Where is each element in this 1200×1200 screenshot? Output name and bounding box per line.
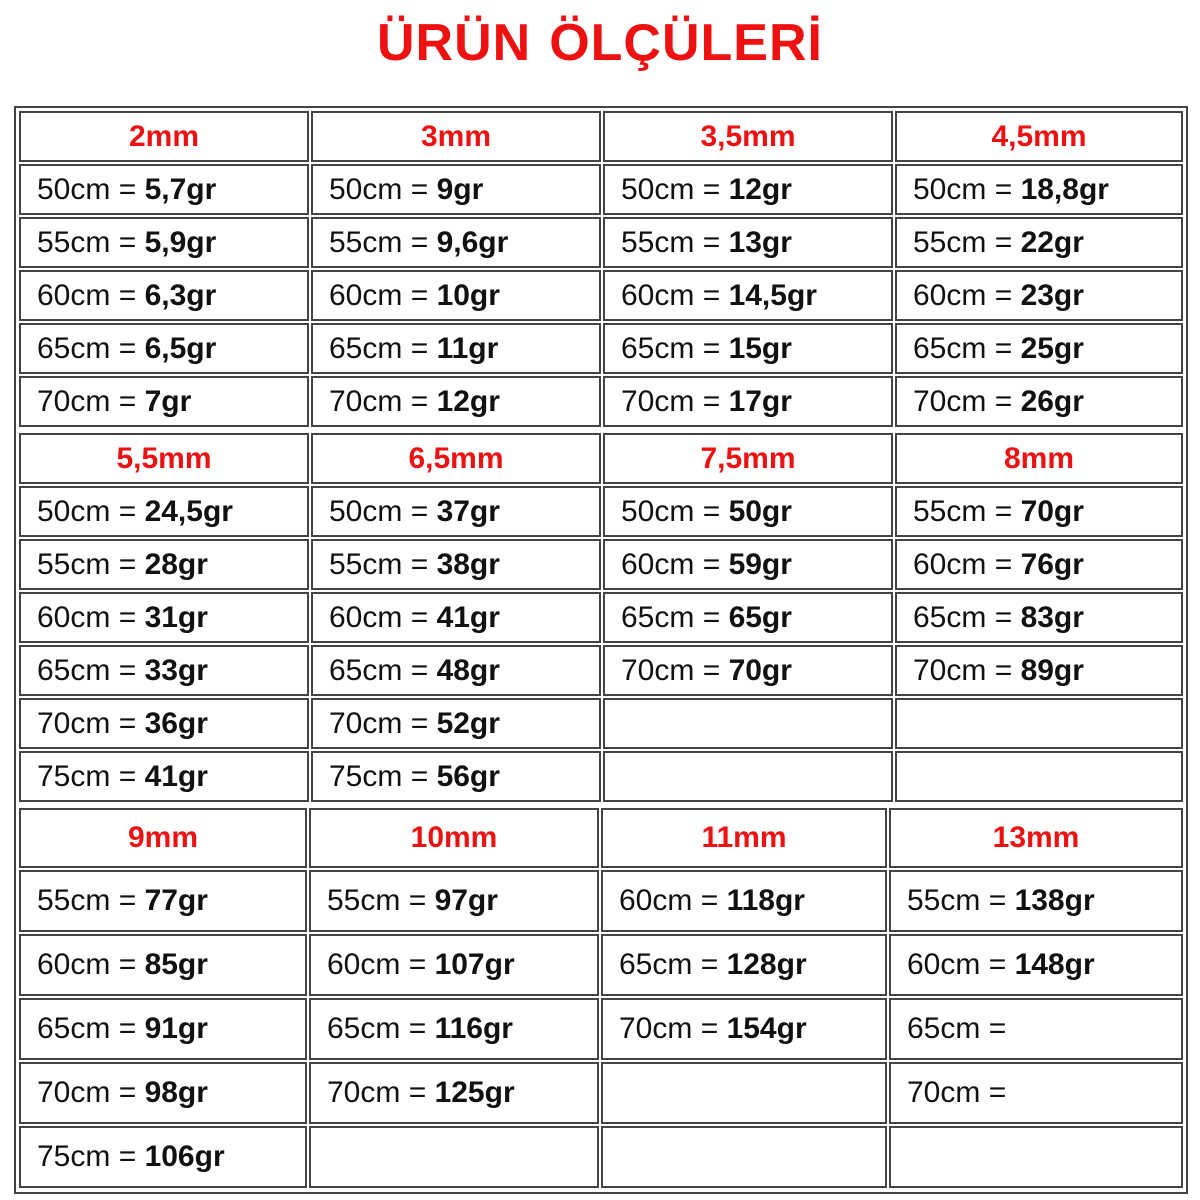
weight-value: 59gr	[728, 547, 792, 581]
column-header: 9mm	[19, 808, 307, 868]
table-cell	[19, 217, 309, 268]
weight-value: 106gr	[144, 1140, 225, 1173]
weight-value: 125gr	[434, 1076, 515, 1109]
table-cell	[19, 592, 309, 643]
weight-value: 10gr	[436, 278, 500, 312]
weight-value: 128gr	[726, 948, 807, 981]
length-label: 75cm =	[329, 759, 429, 793]
empty-cell	[601, 1126, 887, 1188]
length-label: 60cm =	[621, 278, 721, 312]
table-cell	[603, 164, 893, 215]
length-label: 60cm =	[907, 948, 1007, 981]
table-cell	[19, 323, 309, 374]
table-cell	[895, 539, 1183, 590]
table-cell	[309, 934, 599, 996]
length-label: 70cm =	[621, 653, 721, 687]
table-cell	[309, 1062, 599, 1124]
table-cell	[19, 1126, 307, 1188]
length-label: 50cm =	[37, 172, 137, 206]
weight-value: 12gr	[436, 384, 500, 418]
column-header: 13mm	[889, 808, 1183, 868]
length-label: 65cm =	[913, 600, 1013, 634]
weight-value: 41gr	[144, 759, 208, 793]
length-label: 70cm =	[327, 1076, 427, 1109]
table-cell	[311, 645, 601, 696]
weight-value: 24,5gr	[144, 494, 233, 528]
empty-cell	[309, 1126, 599, 1188]
weight-value: 7gr	[144, 384, 192, 418]
table-cell	[895, 217, 1183, 268]
length-label: 70cm =	[37, 384, 137, 418]
column-header: 3,5mm	[603, 111, 893, 162]
weight-value: 26gr	[1020, 384, 1084, 418]
table-cell	[311, 376, 601, 427]
table-cell	[19, 164, 309, 215]
weight-value: 98gr	[144, 1076, 208, 1109]
table-cell	[19, 486, 309, 537]
length-label: 60cm =	[913, 547, 1013, 581]
length-label: 65cm =	[37, 331, 137, 365]
length-label: 60cm =	[913, 278, 1013, 312]
length-label: 65cm =	[37, 653, 137, 687]
length-label: 55cm =	[621, 225, 721, 259]
table-cell	[19, 934, 307, 996]
table-cell	[603, 486, 893, 537]
length-label: 70cm =	[329, 706, 429, 740]
length-label: 50cm =	[329, 172, 429, 206]
weight-value: 154gr	[726, 1012, 807, 1045]
title-word-2: ÖLÇÜLERİ	[549, 14, 823, 72]
table-cell	[603, 539, 893, 590]
length-label: 60cm =	[329, 278, 429, 312]
weight-value: 83gr	[1020, 600, 1084, 634]
length-label: 60cm =	[329, 600, 429, 634]
table-cell	[895, 376, 1183, 427]
weight-value: 5,7gr	[144, 172, 217, 206]
length-label: 55cm =	[37, 225, 137, 259]
table-cell	[19, 539, 309, 590]
weight-value: 70gr	[728, 653, 792, 687]
column-header: 2mm	[19, 111, 309, 162]
table-cell	[601, 934, 887, 996]
weight-value: 17gr	[728, 384, 792, 418]
length-label: 70cm =	[619, 1012, 719, 1045]
weight-value: 23gr	[1020, 278, 1084, 312]
page-title	[0, 8, 1200, 78]
weight-value: 6,3gr	[144, 278, 217, 312]
length-label: 55cm =	[327, 884, 427, 917]
table-cell	[19, 270, 309, 321]
table-cell	[311, 539, 601, 590]
empty-cell	[603, 751, 893, 802]
weight-value: 91gr	[144, 1012, 208, 1045]
column-header: 4,5mm	[895, 111, 1183, 162]
length-label: 55cm =	[329, 547, 429, 581]
length-label: 60cm =	[37, 948, 137, 981]
weight-value: 107gr	[434, 948, 515, 981]
table-cell	[311, 751, 601, 802]
table-cell	[309, 870, 599, 932]
weight-value: 65gr	[728, 600, 792, 634]
weight-value: 9,6gr	[436, 225, 509, 259]
table-cell	[311, 592, 601, 643]
table-cell	[311, 217, 601, 268]
table-block-2	[18, 432, 1184, 803]
length-label: 50cm =	[913, 172, 1013, 206]
table-cell	[889, 934, 1183, 996]
column-header: 6,5mm	[311, 433, 601, 484]
weight-value: 37gr	[436, 494, 500, 528]
weight-value: 22gr	[1020, 225, 1084, 259]
column-header: 3mm	[311, 111, 601, 162]
table-cell	[895, 486, 1183, 537]
weight-value: 28gr	[144, 547, 208, 581]
table-block-3	[18, 807, 1184, 1189]
weight-value: 36gr	[144, 706, 208, 740]
length-label: 65cm =	[621, 600, 721, 634]
table-cell	[601, 870, 887, 932]
table-cell	[19, 751, 309, 802]
length-label: 70cm =	[913, 653, 1013, 687]
length-label: 65cm =	[619, 948, 719, 981]
table-cell	[311, 270, 601, 321]
weight-value: 13gr	[728, 225, 792, 259]
weight-value: 70gr	[1020, 494, 1084, 528]
weight-value: 138gr	[1014, 884, 1095, 917]
table-cell	[311, 698, 601, 749]
length-label: 65cm =	[907, 1012, 1007, 1045]
table-cell	[895, 164, 1183, 215]
length-label: 75cm =	[37, 1140, 137, 1173]
empty-cell	[601, 1062, 887, 1124]
weight-value: 118gr	[726, 884, 805, 917]
length-label: 55cm =	[913, 225, 1013, 259]
length-label: 55cm =	[913, 494, 1013, 528]
weight-value: 6,5gr	[144, 331, 217, 365]
length-label: 50cm =	[621, 494, 721, 528]
weight-value: 38gr	[436, 547, 500, 581]
table-cell	[603, 270, 893, 321]
length-label: 70cm =	[913, 384, 1013, 418]
length-label: 55cm =	[37, 884, 137, 917]
table-cell	[895, 645, 1183, 696]
weight-value: 33gr	[144, 653, 208, 687]
weight-value: 89gr	[1020, 653, 1084, 687]
table-cell	[19, 645, 309, 696]
weight-value: 11gr	[436, 331, 499, 365]
empty-cell	[603, 698, 893, 749]
empty-cell	[895, 698, 1183, 749]
weight-value: 18,8gr	[1020, 172, 1109, 206]
table-block-1	[18, 110, 1184, 428]
empty-cell	[889, 1126, 1183, 1188]
table-cell	[895, 592, 1183, 643]
weight-value: 50gr	[728, 494, 792, 528]
length-label: 70cm =	[37, 706, 137, 740]
length-label: 60cm =	[37, 278, 137, 312]
table-cell	[603, 217, 893, 268]
table-cell	[603, 323, 893, 374]
length-label: 70cm =	[329, 384, 429, 418]
weight-value: 12gr	[728, 172, 792, 206]
length-label: 55cm =	[37, 547, 137, 581]
table-cell	[311, 486, 601, 537]
table-cell	[19, 1062, 307, 1124]
weight-value: 56gr	[436, 759, 500, 793]
weight-value: 85gr	[144, 948, 208, 981]
weight-value: 5,9gr	[144, 225, 217, 259]
length-label: 65cm =	[621, 331, 721, 365]
title-word-1: ÜRÜN	[377, 14, 532, 72]
length-label: 65cm =	[37, 1012, 137, 1045]
weight-value: 76gr	[1020, 547, 1084, 581]
column-header: 8mm	[895, 433, 1183, 484]
column-header: 10mm	[309, 808, 599, 868]
table-cell	[603, 376, 893, 427]
length-label: 65cm =	[329, 653, 429, 687]
weight-value: 52gr	[436, 706, 500, 740]
column-header: 5,5mm	[19, 433, 309, 484]
weight-value: 48gr	[436, 653, 500, 687]
table-cell	[19, 998, 307, 1060]
table-cell	[19, 870, 307, 932]
weight-value: 25gr	[1020, 331, 1084, 365]
length-label: 65cm =	[327, 1012, 427, 1045]
table-cell	[311, 323, 601, 374]
table-cell	[889, 1062, 1183, 1124]
length-label: 65cm =	[913, 331, 1013, 365]
length-label: 70cm =	[37, 1076, 137, 1109]
length-label: 55cm =	[907, 884, 1007, 917]
weight-value: 31gr	[144, 600, 208, 634]
column-header: 11mm	[601, 808, 887, 868]
weight-value: 77gr	[144, 884, 208, 917]
weight-value: 14,5gr	[728, 278, 817, 312]
table-cell	[19, 376, 309, 427]
table-cell	[311, 164, 601, 215]
length-label: 55cm =	[329, 225, 429, 259]
table-cell	[601, 998, 887, 1060]
length-label: 50cm =	[621, 172, 721, 206]
length-label: 60cm =	[327, 948, 427, 981]
weight-value: 41gr	[436, 600, 500, 634]
table-cell	[889, 870, 1183, 932]
length-label: 70cm =	[907, 1076, 1007, 1109]
table-cell	[309, 998, 599, 1060]
size-weight-table	[14, 106, 1188, 1194]
table-cell	[895, 323, 1183, 374]
table-cell	[603, 645, 893, 696]
length-label: 60cm =	[621, 547, 721, 581]
length-label: 60cm =	[619, 884, 719, 917]
table-cell	[895, 270, 1183, 321]
weight-value: 97gr	[434, 884, 498, 917]
table-cell	[889, 998, 1183, 1060]
empty-cell	[895, 751, 1183, 802]
table-cell	[19, 698, 309, 749]
length-label: 65cm =	[329, 331, 429, 365]
column-header: 7,5mm	[603, 433, 893, 484]
weight-value: 148gr	[1014, 948, 1095, 981]
length-label: 50cm =	[37, 494, 137, 528]
length-label: 60cm =	[37, 600, 137, 634]
length-label: 75cm =	[37, 759, 137, 793]
weight-value: 116gr	[434, 1012, 513, 1045]
length-label: 70cm =	[621, 384, 721, 418]
length-label: 50cm =	[329, 494, 429, 528]
weight-value: 9gr	[436, 172, 484, 206]
weight-value: 15gr	[728, 331, 792, 365]
table-cell	[603, 592, 893, 643]
